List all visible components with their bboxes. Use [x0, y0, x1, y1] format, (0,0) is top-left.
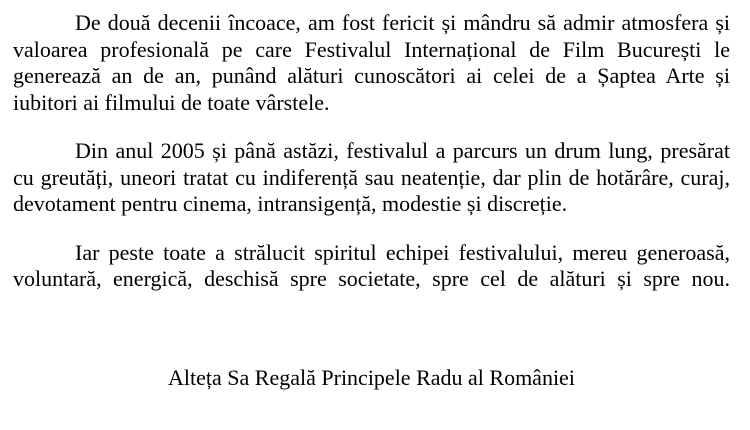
- paragraph-team: Iar peste toate a strălucit spiritul echipei festivalului, mereu generoasă, voluntară, energică, deschisă spre societate, spre cel de alături și spre nou.: [13, 239, 730, 291]
- paragraph-intro: De două decenii încoace, am fost fericit și mândru să admir atmosfera și valoarea profesională pe care Festivalul Internațional de Film București le generează an de an, punând alături cunoscători ai celei de a Șaptea Arte și iubitori ai filmului de toate vârstele.: [13, 10, 730, 115]
- signature-line: Alteța Sa Regală Principele Radu al României: [168, 364, 575, 390]
- paragraph-history: Din anul 2005 și până astăzi, festivalul a parcurs un drum lung, presărat cu greutăți, uneori tratat cu indiferență sau neatenție, dar plin de hotărâre, curaj, devotament pentru cinema, intransigență, modestie și discreție.: [13, 138, 730, 216]
